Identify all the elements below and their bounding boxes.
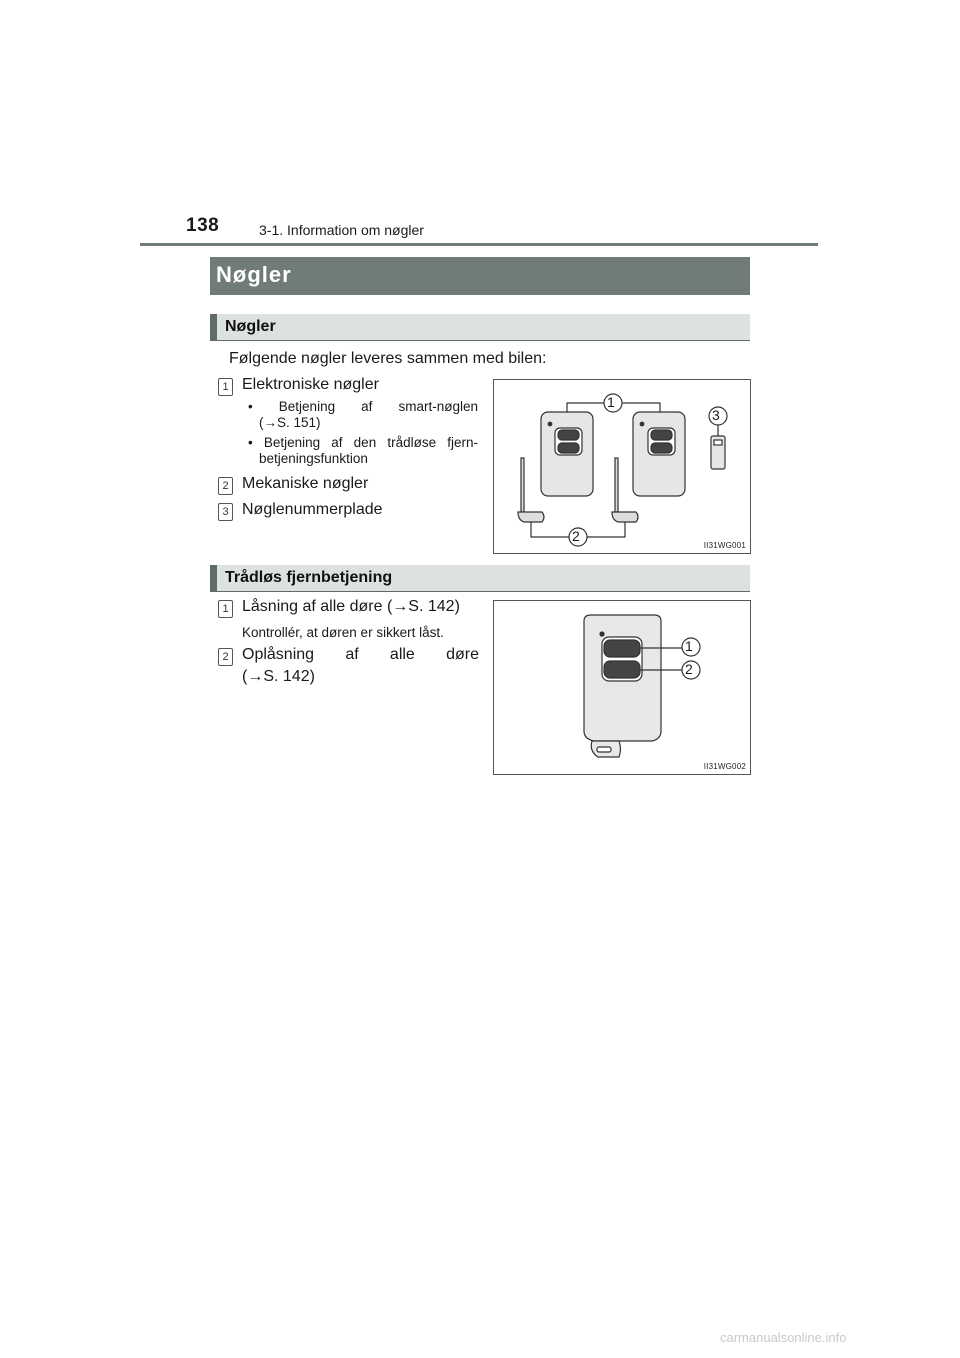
unlock-button	[604, 661, 640, 678]
figure-callout: 1	[607, 394, 615, 410]
breadcrumb: 3-1. Information om nøgler	[259, 222, 424, 238]
remote-drawing	[494, 601, 750, 774]
item-number-badge: 3	[218, 503, 233, 521]
section-header-wireless-remote	[210, 565, 750, 592]
figure-callout: 1	[685, 638, 693, 654]
section-accent	[210, 314, 217, 340]
figure-callout: 2	[572, 528, 580, 544]
item-key-number-plate: Nøglenummerplade	[242, 501, 383, 518]
bullet-line: betjeningsfunktion	[259, 451, 368, 466]
header-divider	[140, 243, 818, 246]
section-title: Nøgler	[225, 318, 276, 335]
lock-button	[604, 640, 640, 657]
page-number: 138	[186, 215, 220, 236]
mechanical-key-left	[521, 458, 524, 512]
bullet-line: • Betjening af den trådløse fjern-	[248, 435, 478, 450]
section-title: Trådløs fjernbetjening	[225, 569, 393, 586]
figure-callout: 3	[712, 407, 720, 423]
item-unlock-reference: (→S. 142)	[242, 668, 315, 685]
section-header-keys	[210, 314, 750, 341]
item-number-badge: 1	[218, 600, 233, 618]
keys-drawing	[494, 380, 750, 553]
intro-text: Følgende nøgler leveres sammen med bilen:	[229, 350, 547, 367]
bullet-line: • Betjening af smart-nøglen	[248, 399, 478, 414]
item-number-badge: 1	[218, 378, 233, 396]
page-title: Nøgler	[216, 262, 292, 287]
item-number-badge: 2	[218, 648, 233, 666]
mechanical-key-right	[615, 458, 618, 512]
item-electronic-keys: Elektroniske nøgler	[242, 376, 379, 393]
item-note: Kontrollér, at døren er sikkert låst.	[242, 625, 444, 640]
figure-code: II31WG001	[703, 541, 746, 550]
item-mechanical-keys: Mekaniske nøgler	[242, 475, 369, 492]
remote-illustration	[493, 600, 751, 775]
figure-code: II31WG002	[703, 762, 746, 771]
item-unlock-all-doors: Oplåsning af alle døre	[242, 646, 479, 663]
item-lock-all-doors: Låsning af alle døre (→S. 142)	[242, 598, 460, 615]
keys-illustration	[493, 379, 751, 554]
watermark: carmanualsonline.info	[720, 1330, 847, 1345]
bullet-line: (→S. 151)	[259, 415, 321, 430]
figure-callout: 2	[685, 661, 693, 677]
section-accent	[210, 565, 217, 591]
item-number-badge: 2	[218, 477, 233, 495]
